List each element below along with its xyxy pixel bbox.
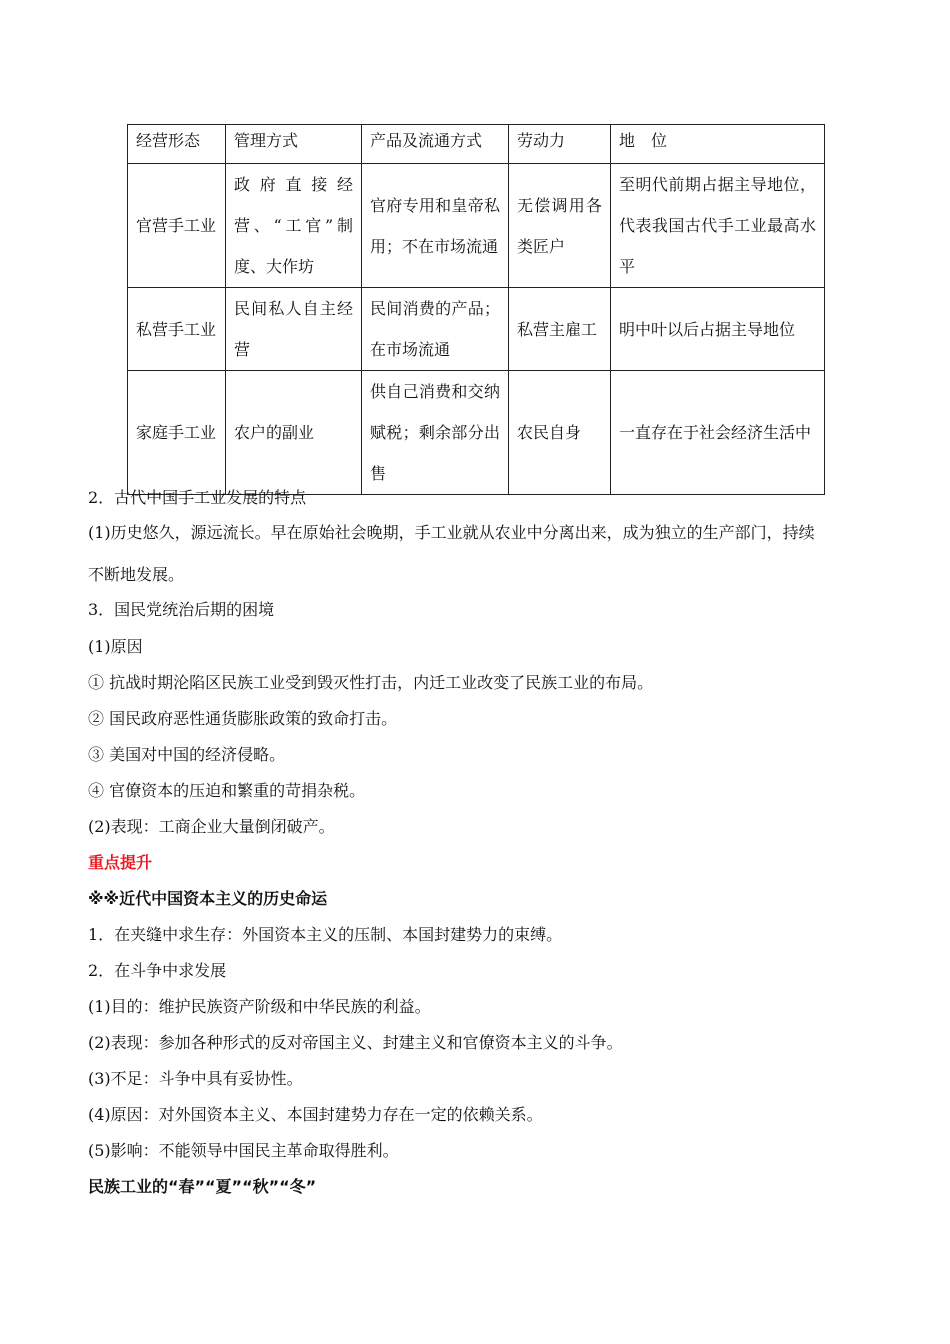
paragraph: (1)目的：维护民族资产阶级和中华民族的利益。	[88, 997, 431, 1016]
table-header-row	[128, 125, 825, 164]
table-header-cell: 管理方式	[226, 125, 362, 164]
table-cell: 民间消费的产品；在市场流通	[362, 288, 509, 371]
section-heading: ※※近代中国资本主义的历史命运	[88, 889, 328, 908]
table-cell: 至明代前期占据主导地位，代表我国古代手工业最高水平	[611, 164, 825, 288]
table-header-cell: 经营形态	[128, 125, 226, 164]
table-cell: 官府专用和皇帝私用；不在市场流通	[362, 164, 509, 288]
table-cell: 私营手工业	[128, 288, 226, 371]
table-cell: 农户的副业	[226, 371, 362, 495]
table-header-cell: 地 位	[611, 125, 825, 164]
paragraph: 3．国民党统治后期的困境	[88, 600, 275, 619]
table-row	[128, 288, 825, 371]
paragraph: ④ 官僚资本的压迫和繁重的苛捐杂税。	[88, 781, 366, 800]
table-cell: 明中叶以后占据主导地位	[611, 288, 825, 371]
paragraph: (1)历史悠久，源远流长。早在原始社会晚期，手工业就从农业中分离出来，成为独立的生产部门，持续	[88, 523, 815, 542]
paragraph: ① 抗战时期沦陷区民族工业受到毁灭性打击，内迁工业改变了民族工业的布局。	[88, 673, 654, 692]
paragraph: (2)表现：工商企业大量倒闭破产。	[88, 817, 335, 836]
table-header-cell: 劳动力	[509, 125, 611, 164]
table-row	[128, 164, 825, 288]
table-cell: 官营手工业	[128, 164, 226, 288]
paragraph: (4)原因：对外国资本主义、本国封建势力存在一定的依赖关系。	[88, 1105, 543, 1124]
table-cell: 政府直接经营、“工官”制度、大作坊	[226, 164, 362, 288]
table-cell: 农民自身	[509, 371, 611, 495]
section-heading: 民族工业的“春”“夏”“秋”“冬”	[88, 1177, 317, 1196]
table-cell: 民间私人自主经营	[226, 288, 362, 371]
handicraft-table	[127, 124, 825, 495]
paragraph: (2)表现：参加各种形式的反对帝国主义、封建主义和官僚资本主义的斗争。	[88, 1033, 623, 1052]
paragraph: 2．古代中国手工业发展的特点	[88, 488, 307, 507]
paragraph: (5)影响：不能领导中国民主革命取得胜利。	[88, 1141, 399, 1160]
paragraph: (1)原因	[88, 637, 143, 656]
section-heading-red: 重点提升	[88, 853, 153, 872]
paragraph: 2．在斗争中求发展	[88, 961, 227, 980]
paragraph: ② 国民政府恶性通货膨胀政策的致命打击。	[88, 709, 398, 728]
paragraph: 不断地发展。	[88, 565, 185, 584]
table-header-cell: 产品及流通方式	[362, 125, 509, 164]
table-cell: 私营主雇工	[509, 288, 611, 371]
table-cell: 一直存在于社会经济生活中	[611, 371, 825, 495]
table-cell: 无偿调用各类匠户	[509, 164, 611, 288]
paragraph: (3)不足：斗争中具有妥协性。	[88, 1069, 303, 1088]
paragraph: ③ 美国对中国的经济侵略。	[88, 745, 286, 764]
table-row	[128, 371, 825, 495]
table-cell: 供自己消费和交纳赋税；剩余部分出售	[362, 371, 509, 495]
table-cell: 家庭手工业	[128, 371, 226, 495]
paragraph: 1．在夹缝中求生存：外国资本主义的压制、本国封建势力的束缚。	[88, 925, 563, 944]
